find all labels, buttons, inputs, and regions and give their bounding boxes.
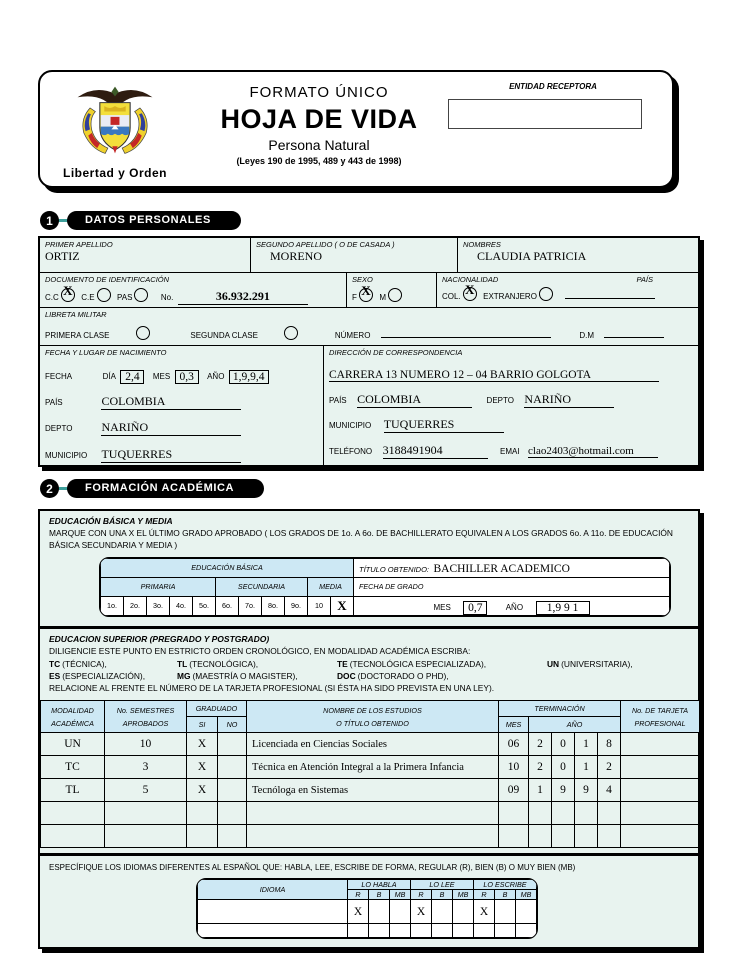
correspondencia-label: DIRECCIÓN DE CORRESPONDENCIA (329, 348, 463, 357)
fecha-grado-cell (354, 596, 670, 615)
subcol-r: R (348, 890, 369, 900)
names-row (40, 238, 698, 273)
primera-clase-checkbox (136, 326, 150, 340)
subcol-r: R (474, 890, 495, 900)
grado-mes-label: MES (433, 602, 451, 612)
sup-anio-d4 (598, 802, 621, 825)
sup-anio-d3: 1 (575, 756, 598, 779)
no-label: No. (160, 293, 174, 302)
segundo-apellido-value: MORENO (270, 249, 323, 263)
subcol-b: B (369, 890, 390, 900)
lee-b-mark (432, 924, 453, 938)
sup-nombre (247, 802, 499, 825)
sup-anio-d2: 0 (552, 733, 575, 756)
sup-no (218, 733, 247, 756)
subcol-r: R (411, 890, 432, 900)
col-anio: AÑO (529, 717, 621, 733)
sup-si: X (187, 756, 218, 779)
educacion-basica-header: EDUCACIÓN BÁSICA (101, 558, 354, 577)
sup-anio-d3 (575, 802, 598, 825)
libreta-militar-row (40, 308, 698, 346)
libreta-label: LIBRETA MILITAR (45, 310, 107, 319)
modalidades-line2 (49, 671, 689, 681)
table-row (41, 779, 700, 802)
col-label: COL. (442, 292, 461, 301)
basica-heading: EDUCACIÓN BÁSICA Y MEDIA (49, 516, 173, 526)
sexo-cell (347, 273, 437, 307)
sup-tarjeta (621, 779, 700, 802)
habla-r-mark (348, 924, 369, 938)
nombres-cell (458, 238, 698, 272)
sup-mes: 09 (499, 779, 529, 802)
modalidad-es: ES (ESPECIALIZACIÓN), (49, 671, 146, 682)
sup-anio-d3: 9 (575, 779, 598, 802)
modalidad-mg: MG (MAESTRÍA O MAGISTER), (177, 671, 298, 682)
form-subtitle: Persona Natural (268, 136, 370, 153)
form-title-block (190, 72, 448, 186)
superior-instr3: RELACIONE AL FRENTE EL NÚMERO DE LA TARJETA PROFESIONAL (SI ÉSTA HA SIDO PREVISTA EN UNA LEY). (49, 683, 495, 694)
section1-number: 1 (40, 211, 59, 230)
titulo-obtenido-value: BACHILLER ACADEMICO (433, 562, 570, 575)
nac-municipio-label: MUNICIPIO (45, 451, 88, 460)
grado-mes-value: 0,7 (463, 601, 487, 615)
idiomas-table (197, 879, 537, 938)
escribe-mb-mark (516, 924, 537, 938)
modalidad-un: UN (UNIVERSITARIA), (547, 659, 633, 670)
entidad-receptora-label: ENTIDAD RECEPTORA (509, 82, 597, 91)
segunda-clase-checkbox (284, 326, 298, 340)
corr-depto-label: DEPTO (486, 396, 514, 405)
sup-nombre: Licenciada en Ciencias Sociales (247, 733, 499, 756)
sup-anio-d4 (598, 825, 621, 848)
col-graduado: GRADUADO (187, 701, 247, 717)
sup-mes (499, 825, 529, 848)
grado-8: 8o. (262, 596, 285, 615)
coat-motto: Libertad y Orden (62, 165, 168, 180)
section1-badge (40, 211, 241, 230)
primer-apellido-cell (40, 238, 251, 272)
col-tarjeta: No. DE TARJETA PROFESIONAL (621, 701, 700, 733)
documento-label: DOCUMENTO DE IDENTIFICACIÓN (45, 275, 170, 284)
table-row (41, 825, 700, 848)
table-row (41, 756, 700, 779)
section2-number: 2 (40, 479, 59, 498)
grado-9: 9o. (285, 596, 308, 615)
sup-modalidad: TL (41, 779, 105, 802)
nac-pais-value: COLOMBIA (101, 394, 241, 410)
mes-label: MES (152, 372, 171, 381)
documento-cell (40, 273, 347, 307)
mes-value: 0,3 (175, 370, 199, 384)
escribe-b-mark (495, 924, 516, 938)
nombres-label: NOMBRES (463, 240, 501, 249)
telefono-value: 3188491904 (383, 443, 488, 459)
col-mes: MES (499, 717, 529, 733)
corr-municipio-label: MUNICIPIO (329, 421, 372, 430)
nac-pais-label: PAÍS (45, 398, 63, 407)
basica-table-wrap (99, 557, 671, 617)
corr-pais-label: PAÍS (329, 396, 347, 405)
educacion-basica-section (40, 511, 698, 626)
corr-depto-value: NARIÑO (524, 392, 614, 408)
lee-mb-mark (453, 924, 474, 938)
subcol-mb: MB (453, 890, 474, 900)
col-modalidad: MODALIDAD ACADÉMICA (41, 701, 105, 733)
modalidad-tc: TC (TÉCNICA), (49, 659, 107, 670)
sup-modalidad (41, 825, 105, 848)
anio-value: 1,9,9,4 (229, 370, 269, 384)
sup-anio-d3 (575, 825, 598, 848)
col-semestres: No. SEMESTRES APROBADOS (105, 701, 187, 733)
sup-anio-d1 (529, 825, 552, 848)
superior-heading: EDUCACION SUPERIOR (PREGRADO Y POSTGRADO) (49, 633, 270, 644)
sup-anio-d4: 4 (598, 779, 621, 802)
grado-anio-value: 1,9 9 1 (536, 601, 590, 615)
formacion-academica-box (38, 509, 700, 949)
grado-7: 7o. (239, 596, 262, 615)
escribe-r-mark: X (474, 900, 495, 924)
table-row (41, 733, 700, 756)
titulo-obtenido-label: TÍTULO OBTENIDO: (359, 564, 430, 574)
habla-b-mark (369, 924, 390, 938)
lee-r-mark (411, 924, 432, 938)
sup-anio-d4: 2 (598, 756, 621, 779)
nac-municipio-value: TUQUERRES (101, 447, 241, 463)
form-header (38, 70, 674, 188)
grado-5: 5o. (193, 596, 216, 615)
lee-b-mark (432, 900, 453, 924)
primer-apellido-label: PRIMER APELLIDO (45, 240, 113, 249)
dia-value: 2,4 (120, 370, 144, 384)
basica-table (100, 558, 670, 616)
primera-clase-label: PRIMERA CLASE (45, 331, 110, 340)
subcol-b: B (432, 890, 453, 900)
educacion-superior-section (40, 629, 698, 854)
sup-nombre (247, 825, 499, 848)
nombres-value: CLAUDIA PATRICIA (477, 249, 587, 263)
primaria-header: PRIMARIA (101, 577, 216, 596)
sup-tarjeta (621, 756, 700, 779)
idiomas-section (40, 856, 698, 944)
section2-title: FORMACIÓN ACADÉMICA (67, 479, 264, 498)
sup-no (218, 825, 247, 848)
superior-table (40, 700, 700, 848)
sup-no (218, 756, 247, 779)
ce-label: C.E (81, 293, 95, 302)
entidad-receptora-block (448, 72, 672, 186)
escribe-r-mark (474, 924, 495, 938)
coat-of-arms-block (40, 72, 190, 186)
sup-anio-d4: 8 (598, 733, 621, 756)
sexo-f-checkbox: X (359, 288, 373, 302)
form-laws: (Leyes 190 de 1995, 489 y 443 de 1998) (236, 156, 402, 166)
dm-label: D.M (579, 331, 594, 340)
sup-si (187, 802, 218, 825)
secundaria-header: SECUNDARIA (216, 577, 308, 596)
nacionalidad-cell (437, 273, 698, 307)
subcol-mb: MB (516, 890, 537, 900)
nac-depto-value: NARIÑO (101, 420, 241, 436)
dm-value (604, 337, 664, 338)
form-type: FORMATO ÚNICO (249, 84, 389, 101)
sup-anio-d3: 1 (575, 733, 598, 756)
sexo-label: SEXO (352, 275, 373, 284)
sup-modalidad: UN (41, 733, 105, 756)
nacionalidad-pais-label: PAÍS (636, 275, 653, 284)
grado-6: 6o. (216, 596, 239, 615)
grado-4: 4o. (170, 596, 193, 615)
sup-tarjeta (621, 733, 700, 756)
modalidades-line1 (49, 659, 689, 669)
sup-semestres (105, 825, 187, 848)
grado-11-mark: X (331, 596, 354, 615)
cc-checkbox: X (61, 288, 75, 302)
grado-anio-label: AÑO (505, 602, 524, 612)
segunda-clase-label: SEGUNDA CLASE (190, 331, 258, 340)
fecha-grado-header: FECHA DE GRADO (354, 577, 670, 596)
sup-nombre: Tecnóloga en Sistemas (247, 779, 499, 802)
colombia-coat-of-arms-icon (68, 83, 162, 165)
idioma-value (198, 924, 348, 938)
sup-si (187, 825, 218, 848)
col-no: NO (218, 717, 247, 733)
nacimiento-label: FECHA Y LUGAR DE NACIMIENTO (45, 348, 167, 357)
corr-municipio-value: TUQUERRES (384, 417, 504, 433)
table-row (41, 802, 700, 825)
sup-anio-d2: 0 (552, 756, 575, 779)
libreta-militar-cell (40, 308, 698, 345)
section2-badge (40, 479, 264, 498)
sup-mes: 06 (499, 733, 529, 756)
sup-mes: 10 (499, 756, 529, 779)
sup-anio-d2 (552, 825, 575, 848)
grado-1: 1o. (101, 596, 124, 615)
media-header: MEDIA (308, 577, 354, 596)
sup-modalidad: TC (41, 756, 105, 779)
basica-instructions: MARQUE CON UNA X EL ÚLTIMO GRADO APROBADO ( LOS GRADOS DE 1o. A 6o. DE BACHILLERATO EQUIVALEN A LOS GRADOS 6o. A 11o. DE EDUCACIÓN BÁSICA SECUNDARIA Y MEDIA ) (49, 528, 673, 550)
habla-mb-mark (390, 924, 411, 938)
sexo-m-label: M (379, 293, 387, 302)
documento-numero: 36.932.291 (178, 289, 308, 305)
nacionalidad-label: NACIONALIDAD (442, 275, 499, 284)
titulo-obtenido-cell (354, 558, 670, 577)
lo-habla-header: LO HABLA (348, 880, 411, 890)
sup-no (218, 802, 247, 825)
nacionalidad-pais-value (565, 298, 655, 299)
dia-label: DÍA (102, 372, 116, 381)
birth-address-row (40, 346, 698, 465)
entidad-receptora-field (448, 99, 642, 129)
sup-anio-d1: 1 (529, 779, 552, 802)
nac-depto-label: DEPTO (45, 424, 73, 433)
cc-label: C.C (45, 293, 59, 302)
direccion-value: CARRERA 13 NUMERO 12 – 04 BARRIO GOLGOTA (329, 369, 659, 382)
lee-mb-mark (453, 900, 474, 924)
sup-anio-d1: 2 (529, 756, 552, 779)
sup-anio-d2: 9 (552, 779, 575, 802)
grado-2: 2o. (124, 596, 147, 615)
sup-anio-d1: 2 (529, 733, 552, 756)
sup-si: X (187, 733, 218, 756)
grado-10: 10 (308, 596, 331, 615)
superior-instr1: DILIGENCIE ESTE PUNTO EN ESTRICTO ORDEN CRONOLÓGICO, EN MODALIDAD ACADÉMICA ESCRIBA: (49, 645, 471, 656)
fecha-label: FECHA (45, 372, 73, 381)
sexo-m-checkbox (388, 288, 402, 302)
sup-nombre: Técnica en Atención Integral a la Primera Infancia (247, 756, 499, 779)
sup-si: X (187, 779, 218, 802)
anio-label: AÑO (207, 372, 225, 381)
sup-modalidad (41, 802, 105, 825)
subcol-b: B (495, 890, 516, 900)
idiomas-table-wrap (196, 878, 538, 939)
modalidad-tl: TL (TECNOLÓGICA), (177, 659, 259, 670)
nacimiento-cell (40, 346, 324, 465)
escribe-mb-mark (516, 900, 537, 924)
lo-lee-header: LO LEE (411, 880, 474, 890)
sup-semestres: 5 (105, 779, 187, 802)
pas-checkbox (134, 288, 148, 302)
datos-personales-box (38, 236, 700, 467)
sup-anio-d2 (552, 802, 575, 825)
segundo-apellido-cell (251, 238, 458, 272)
sup-tarjeta (621, 825, 700, 848)
primer-apellido-value: ORTIZ (45, 249, 80, 263)
modalidad-te: TE (TECNOLÓGICA ESPECIALIZADA), (337, 659, 487, 670)
sup-tarjeta (621, 802, 700, 825)
habla-r-mark: X (348, 900, 369, 924)
corr-pais-value: COLOMBIA (357, 392, 472, 408)
section1-title: DATOS PERSONALES (67, 211, 241, 230)
extranjero-checkbox (539, 287, 553, 301)
habla-b-mark (369, 900, 390, 924)
lee-r-mark: X (411, 900, 432, 924)
modalidad-doc: DOC (DOCTORADO O PHD), (337, 671, 449, 682)
col-nombre: NOMBRE DE LOS ESTUDIOS O TÍTULO OBTENIDO (247, 701, 499, 733)
habla-mb-mark (390, 900, 411, 924)
col-checkbox: X (463, 287, 477, 301)
segundo-apellido-label: SEGUNDO APELLIDO ( O DE CASADA ) (256, 240, 395, 249)
grado-3: 3o. (147, 596, 170, 615)
pas-label: PAS (117, 293, 133, 302)
email-label: EMAI (500, 447, 520, 456)
telefono-label: TELÉFONO (329, 447, 373, 456)
sup-semestres: 3 (105, 756, 187, 779)
ce-checkbox (97, 288, 111, 302)
libreta-numero-label: NÚMERO (334, 331, 371, 340)
lo-escribe-header: LO ESCRIBE (474, 880, 537, 890)
escribe-b-mark (495, 900, 516, 924)
sup-semestres (105, 802, 187, 825)
table-row (198, 900, 537, 924)
idioma-header: IDIOMA (198, 880, 348, 900)
sup-mes (499, 802, 529, 825)
libreta-numero-value (381, 337, 551, 338)
correspondencia-cell (324, 346, 698, 465)
idioma-value (198, 900, 348, 924)
form-title: HOJA DE VIDA (220, 103, 418, 134)
sup-no (218, 779, 247, 802)
idiomas-instruction: ESPECÍFIQUE LOS IDIOMAS DIFERENTES AL ESPAÑOL QUE: HABLA, LEE, ESCRIBE DE FORMA, REGULAR (R), BIEN (B) O MUY BIEN (MB) (49, 863, 576, 873)
email-value: clao2403@hotmail.com (528, 445, 658, 458)
sup-semestres: 10 (105, 733, 187, 756)
sup-anio-d1 (529, 802, 552, 825)
subcol-mb: MB (390, 890, 411, 900)
sexo-f-label: F (352, 293, 357, 302)
col-terminacion: TERMINACIÓN (499, 701, 621, 717)
table-row (198, 924, 537, 938)
col-si: SI (187, 717, 218, 733)
extranjero-label: EXTRANJERO (483, 292, 537, 301)
id-sex-nationality-row (40, 273, 698, 308)
